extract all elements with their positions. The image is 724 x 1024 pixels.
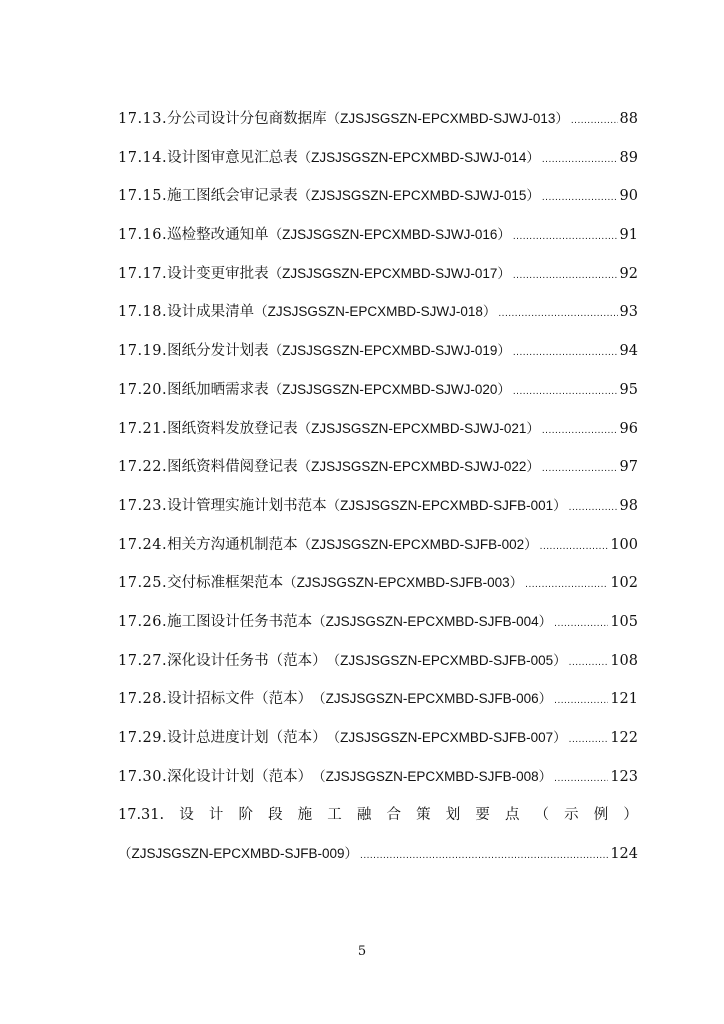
toc-entry-title: 图纸资料发放登记表: [167, 420, 298, 437]
toc-entry-title: 巡检整改通知单: [167, 227, 269, 244]
toc-title-char: 设: [179, 807, 194, 824]
toc-entry-page: 96: [619, 420, 638, 437]
toc-entry-page: 94: [619, 343, 638, 360]
toc-entry-number: 17.23.: [118, 497, 168, 514]
toc-entry-number: 17.17.: [118, 265, 168, 282]
toc-entry-code: （ZJSJSGSZN-EPCXMBD-SJFB-005）: [326, 652, 567, 668]
toc-entry-number: 17.14.: [118, 149, 168, 166]
toc-entry-code: （ZJSJSGSZN-EPCXMBD-SJFB-002）: [297, 536, 538, 552]
toc-leader-dots: [360, 837, 608, 876]
toc-title-char: 要: [475, 807, 490, 824]
toc-entry-number: 17.15.: [118, 188, 168, 205]
toc-title-char: 施: [297, 807, 313, 824]
toc-entry-title: 设计图审意见汇总表: [167, 149, 298, 166]
toc-entry-number: 17.21.: [118, 420, 168, 437]
toc-entry-number: 17.30.: [118, 768, 168, 785]
toc-entry-code: （ZJSJSGSZN-EPCXMBD-SJFB-008）: [312, 768, 553, 784]
toc-entry-code: （ZJSJSGSZN-EPCXMBD-SJFB-001）: [326, 497, 567, 513]
toc-entry-number: 17.13.: [118, 111, 168, 127]
toc-entry[interactable]: [118, 177, 638, 216]
toc-entry-title: 设计变更审批表: [167, 265, 269, 282]
toc-entry[interactable]: [118, 564, 638, 603]
toc-entry-title: 图纸资料借阅登记表: [167, 459, 298, 476]
toc-leader-dots: [554, 760, 608, 799]
toc-entry[interactable]: [118, 100, 638, 139]
toc-entry[interactable]: [118, 680, 638, 719]
toc-title-char: 阶: [238, 807, 253, 824]
toc-entry-page: 88: [619, 111, 638, 127]
toc-leader-dots: [498, 295, 617, 334]
toc-title-char: 策: [416, 807, 431, 824]
toc-entry-title: 设计管理实施计划书范本: [167, 497, 327, 514]
toc-entry[interactable]: [118, 603, 638, 642]
toc-leader-dots: [571, 102, 618, 141]
toc-entry-page: 90: [619, 188, 638, 205]
table-of-contents: [118, 100, 638, 874]
toc-title-char: 例: [593, 807, 609, 824]
toc-entry-page: 123: [610, 768, 638, 785]
toc-entry-number: 17.24.: [118, 536, 168, 553]
page-number: 5: [357, 944, 367, 959]
toc-entry-title: 设计招标文件（范本）: [167, 691, 313, 708]
toc-entry-code: （ZJSJSGSZN-EPCXMBD-SJWJ-020）: [268, 381, 511, 397]
toc-entry-title: 交付标准框架范本: [167, 575, 284, 592]
toc-title-char: 合: [386, 807, 401, 824]
toc-entry-title: 设计成果清单: [167, 304, 255, 321]
toc-leader-dots: [554, 605, 608, 644]
toc-entry-number: 17.25.: [118, 575, 168, 592]
toc-entry-title: 设计总进度计划（范本）: [167, 730, 327, 746]
toc-entry-number: 17.19.: [118, 343, 168, 360]
toc-entry-number: 17.22.: [118, 459, 168, 476]
toc-entry-code: （ZJSJSGSZN-EPCXMBD-SJFB-004）: [312, 613, 553, 629]
toc-entry[interactable]: [118, 642, 638, 681]
toc-title-char: 划: [445, 807, 461, 824]
toc-entry[interactable]: [118, 371, 638, 410]
toc-title-char: 融: [356, 807, 372, 824]
toc-entry[interactable]: [118, 719, 638, 758]
toc-entry[interactable]: [118, 216, 638, 255]
toc-entry-code: （ZJSJSGSZN-EPCXMBD-SJWJ-014）: [297, 149, 540, 165]
toc-entry-page: 93: [619, 304, 638, 321]
toc-leader-dots: [569, 644, 609, 683]
toc-title-char: 点: [504, 807, 520, 824]
toc-entry-code: （ZJSJSGSZN-EPCXMBD-SJWJ-017）: [268, 265, 511, 281]
toc-entry-page: 122: [610, 730, 638, 746]
toc-leader-dots: [569, 721, 609, 760]
toc-entry-page: 105: [610, 613, 638, 630]
toc-entry-code: （ZJSJSGSZN-EPCXMBD-SJWJ-018）: [254, 304, 497, 320]
toc-entry[interactable]: [118, 293, 638, 332]
toc-leader-dots: [540, 528, 609, 567]
toc-entry-code: （ZJSJSGSZN-EPCXMBD-SJFB-009）: [118, 846, 359, 862]
toc-entry-title: 图纸分发计划表: [167, 343, 269, 360]
toc-entry-code: （ZJSJSGSZN-EPCXMBD-SJFB-007）: [326, 730, 567, 745]
toc-entry-title: 相关方沟通机制范本: [167, 536, 298, 553]
toc-entry-code: （ZJSJSGSZN-EPCXMBD-SJWJ-015）: [297, 188, 540, 204]
toc-leader-dots: [542, 450, 618, 489]
toc-entry-number: 17.26.: [118, 613, 168, 630]
toc-entries: [118, 100, 638, 796]
toc-entry[interactable]: [118, 487, 638, 526]
toc-entry[interactable]: [118, 139, 638, 178]
toc-entry-number: 17.18.: [118, 304, 168, 321]
toc-entry-code: （ZJSJSGSZN-EPCXMBD-SJWJ-021）: [297, 420, 540, 436]
toc-entry-number: 17.29.: [118, 730, 168, 746]
toc-entry-page: 100: [610, 536, 638, 553]
toc-title-char: （: [534, 807, 550, 824]
toc-entry-title: 分公司设计分包商数据库: [167, 111, 327, 127]
toc-entry[interactable]: [118, 410, 638, 449]
toc-entry-number: 17.16.: [118, 227, 168, 244]
toc-leader-dots: [569, 489, 618, 528]
toc-leader-dots: [554, 682, 608, 721]
toc-title-char: 工: [327, 807, 342, 824]
toc-title-char: 计: [208, 807, 224, 824]
toc-entry-title: 深化设计计划（范本）: [167, 768, 313, 785]
toc-entry-page: 89: [619, 149, 638, 166]
toc-entry-title: 图纸加晒需求表: [167, 381, 269, 398]
toc-entry-page: 98: [619, 497, 638, 514]
toc-entry-code: （ZJSJSGSZN-EPCXMBD-SJFB-003）: [283, 575, 524, 591]
toc-entry-page: 108: [610, 652, 638, 669]
toc-leader-dots: [513, 334, 618, 373]
toc-leader-dots: [542, 141, 618, 180]
toc-entry-number: 17.28.: [118, 691, 168, 708]
toc-entry-title: 施工图设计任务书范本: [167, 613, 313, 630]
toc-entry-code: （ZJSJSGSZN-EPCXMBD-SJWJ-013）: [326, 111, 569, 126]
toc-entry-code: （ZJSJSGSZN-EPCXMBD-SJFB-006）: [312, 691, 553, 707]
toc-entry-code: （ZJSJSGSZN-EPCXMBD-SJWJ-016）: [268, 227, 511, 243]
toc-entry-title: 深化设计任务书（范本）: [167, 652, 327, 669]
toc-leader-dots: [525, 566, 608, 605]
toc-entry-number: 17.20.: [118, 381, 168, 398]
toc-entry-code: （ZJSJSGSZN-EPCXMBD-SJWJ-019）: [268, 343, 511, 359]
toc-entry-page: 97: [619, 459, 638, 476]
toc-title-char: 段: [268, 807, 283, 824]
toc-entry-page: 121: [610, 691, 638, 708]
toc-entry-page: 95: [619, 381, 638, 398]
toc-entry[interactable]: [118, 332, 638, 371]
toc-entry-page: 92: [619, 265, 638, 282]
toc-leader-dots: [542, 412, 618, 451]
toc-title-char: ）: [623, 807, 638, 824]
toc-entry-last-line2[interactable]: [118, 835, 638, 874]
toc-entry[interactable]: [118, 255, 638, 294]
toc-leader-dots: [513, 373, 618, 412]
toc-entry-code: （ZJSJSGSZN-EPCXMBD-SJWJ-022）: [297, 459, 540, 475]
toc-entry[interactable]: [118, 758, 638, 797]
toc-entry-page: 102: [610, 575, 638, 592]
toc-leader-dots: [513, 218, 618, 257]
toc-leader-dots: [513, 257, 618, 296]
toc-entry-page: 91: [619, 227, 638, 244]
toc-entry[interactable]: [118, 448, 638, 487]
toc-leader-dots: [542, 179, 618, 218]
toc-entry-number: 17.27.: [118, 652, 168, 669]
toc-entry[interactable]: [118, 526, 638, 565]
toc-entry-last-line1[interactable]: [118, 796, 638, 835]
toc-entry-title: 施工图纸会审记录表: [167, 188, 298, 205]
toc-entry-page: 124: [610, 846, 638, 863]
toc-entry-number: 17.31.: [118, 807, 165, 824]
toc-title-char: 示: [564, 807, 579, 824]
